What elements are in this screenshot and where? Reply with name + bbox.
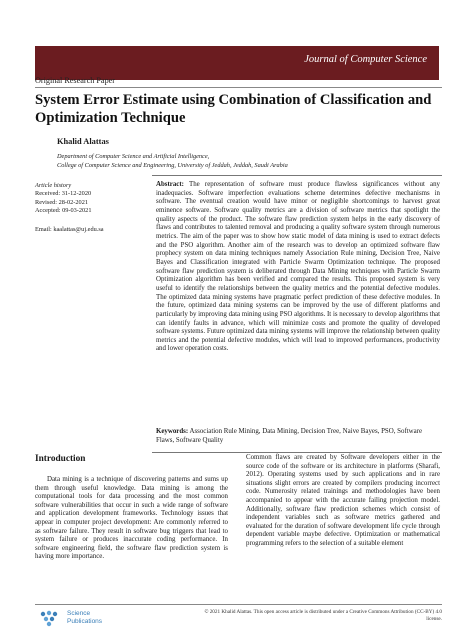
article-history [35,182,91,215]
abstract-label: Abstract: [156,181,184,188]
footer-divider [35,604,442,605]
affiliation [57,153,288,170]
publisher-name [67,610,102,625]
introduction-heading: Introduction [35,454,86,464]
author-name: Khalid Alattas [57,137,109,146]
header-divider [35,87,442,88]
paper-title: System Error Estimate using Combination of Classification and Optimization Technique [35,92,432,126]
keywords-text: Association Rule Mining, Data Mining, Decision Tree, Naive Bayes, PSO, Software Flaws, Software Quality [156,428,423,444]
received-date: Received: 31-12-2020 [35,190,92,198]
publisher-line-2: Publications [67,617,103,625]
publisher-logo-icon [37,609,65,629]
article-type: Original Research Paper [35,76,116,85]
accepted-date: Accepted: 09-03-2021 [35,206,92,214]
copyright-line-1: © 2021 Khalid Alattas. This open access article is distributed under a Creative Commons Attribution (CC-BY) 4.0 [204,609,442,615]
affiliation-line-2: College of Computer Science and Engineering, University of Jeddah, Jeddah, Saudi Arabia [57,161,288,169]
journal-name: Journal of Computer Science [304,54,427,65]
publisher-line-1: Science [67,610,91,617]
article-history-heading: Article history [35,182,72,189]
author-email: Email: kaalattas@uj.edu.sa [35,226,104,233]
introduction-column-2: Common flaws are created by Software developers either in the source code of the software or its architecture in platforms (Sharafi, 2012). Operating systems used by such applications and in rare situations slight errors are created by compilers producing incorrect code. Numerosity related trainings and methodologies have been accompanied to appear with the accurate failing projection model. Additionally, software flaw prediction schemes which consist of independent variables such as software metrics gathered and evaluated for the duration of software development life cycle through dependent variable maybe defective. Optimization or mathematical programming refers to the selection of a suitable element [246,454,440,547]
introduction-column-1: Data mining is a technique of discovering patterns and sums up them through useful knowledge. Data mining is among the computational tools for data processing and the most common software vulnerabilities that occur in such a wide range of software and application development frameworks. Technology issues that appear in computer project development: Are commonly referred to as software failure. They result in software bug triggers that lead to system failure or produces inaccurate coding performance. In software engineering field, the software flaw prediction system is having more importance. [35,476,228,561]
abstract-text: The representation of software must produce flawless significances without any inadequacies. Software imperfection evaluations scheme determines defective mechanisms in software. The eventual creation would have minor or negligible shortcomings to harvest great eminence software. Software quality metrics are a division of software metrics that spotlight the quality aspects of the product. The software flaw prediction system helps in the early discovery of flaws and contributes to talented removal and producing a quality software system through numerous metrics. The aim of the paper was to show how static model of data mining is used to extract defects and the PSO algorithm. Another aim of the research was to develop an optimized software flaw prophecy system on data mining techniques namely Association Rule mining, Decision Tree, Naive Bayes and Classification integrated with Particle Swarm Optimization technique. The proposed software flaw prediction system is deliberated through Data Mining techniques with Particle Swarm Optimization algorithm has been verified and compared the results. This proposed system is very useful to identify the relationships between the quality metrics and the potential defective modules. The optimized data mining systems have pragmatic perfect prediction of these defective modules. In the future, optimized data mining systems can be improved by the use of different platforms and particularly by improving data mining using PSO algorithms. It is necessary to develop algorithms that can identify faults in advance, which will minimize costs and promote the quality of developed software systems. Future optimized data mining systems will improve the relationship between quality metrics and the potential defective modules, which will lead to improved performances, productivity and lower operation costs. [156,181,440,353]
keywords-label: Keywords: [156,428,189,435]
journal-banner [35,46,439,80]
copyright-notice [168,609,442,623]
copyright-line-2: license. [426,616,442,622]
abstract [156,181,440,354]
keywords [156,428,440,445]
affiliation-line-1: Department of Computer Science and Artificial Intelligence, [57,153,210,160]
revised-date: Revised: 28-02-2021 [35,198,88,206]
